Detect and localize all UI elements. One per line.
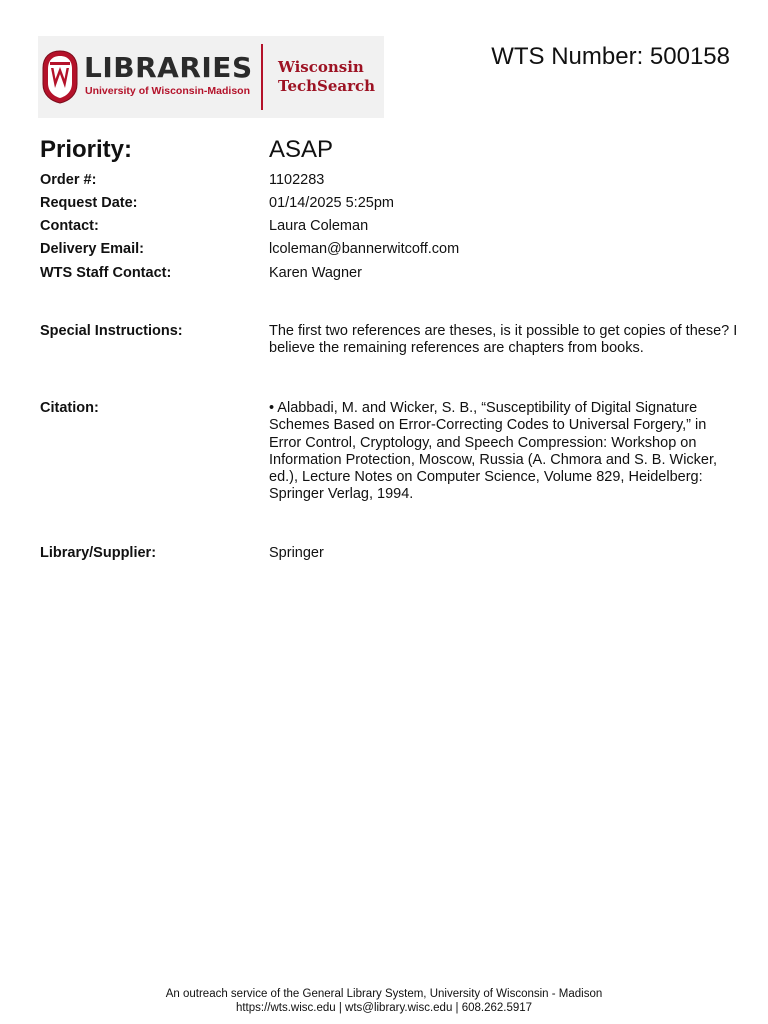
order-number-label: Order #: <box>40 172 97 188</box>
contact-value: Laura Coleman <box>269 218 369 234</box>
special-instructions-text: The first two references are theses, is it possible to get copies of these? I believe the remaining references are chapters from books. <box>269 323 738 357</box>
footer <box>0 987 768 1015</box>
staff-contact-value: Karen Wagner <box>269 265 362 281</box>
library-supplier-label: Library/Supplier: <box>40 545 157 561</box>
priority-label: Priority: <box>40 136 133 163</box>
footer-contact-text: https://wts.wisc.edu | wts@library.wisc.edu | 608.262.5917 <box>235 1002 533 1014</box>
order-number-value: 1102283 <box>269 172 325 188</box>
libraries-logo-text: LIBRARIES <box>84 51 253 84</box>
contact-label: Contact: <box>40 218 99 234</box>
priority-value: ASAP <box>269 136 334 163</box>
delivery-email-label: Delivery Email: <box>40 241 144 257</box>
staff-contact-label: WTS Staff Contact: <box>40 265 172 281</box>
citation-text: • Alabbadi, M. and Wicker, S. B., “Susceptibility of Digital Signature Schemes Based on Error-Correcting Codes to Universal Forgery,” in Error Control, Cryptology, and Speech Compression: Workshop on Information Protection, Moscow, Russia (A. Chmora and S. B. Wicker, ed.), Lecture Notes on Computer Science, Volume 829, Heidelberg: Springer Verlag, 1994. <box>269 400 718 503</box>
techsearch-line2: TechSearch <box>278 77 376 95</box>
request-date-label: Request Date: <box>40 195 138 211</box>
request-date-value: 01/14/2025 5:25pm <box>269 195 394 211</box>
libraries-logo <box>38 36 384 118</box>
citation-label: Citation: <box>40 400 99 416</box>
special-instructions-label: Special Instructions: <box>40 323 183 339</box>
delivery-email-value: lcoleman@bannerwitcoff.com <box>269 241 460 257</box>
footer-outreach-text: An outreach service of the General Library System, University of Wisconsin - Madison <box>165 988 603 1000</box>
uw-crest-icon <box>42 50 78 104</box>
logo-divider <box>261 44 263 110</box>
wts-number: WTS Number: 500158 <box>491 43 730 70</box>
techsearch-line1: Wisconsin <box>278 58 364 76</box>
techsearch-logo <box>278 58 375 96</box>
library-supplier-value: Springer <box>269 545 324 561</box>
libraries-logo-subtitle: University of Wisconsin-Madison <box>85 85 251 97</box>
